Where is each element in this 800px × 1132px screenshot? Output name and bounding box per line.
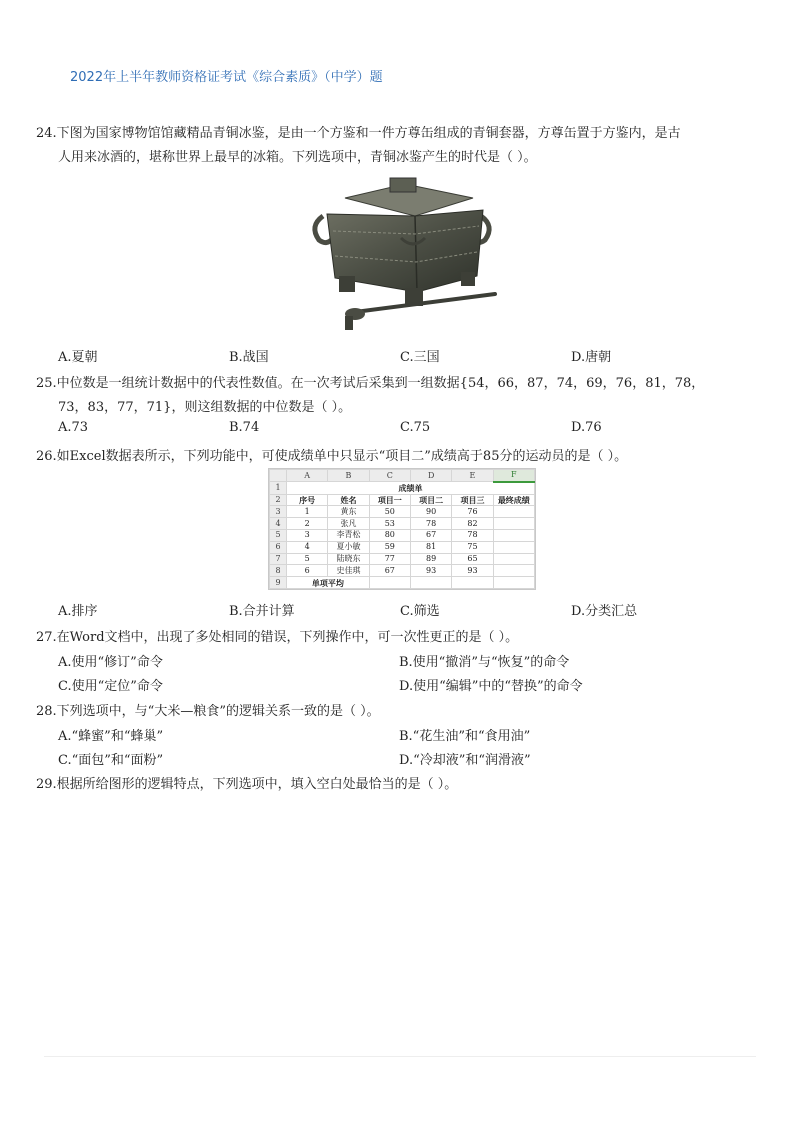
excel-data-row	[270, 518, 535, 530]
q26-option-c[interactable]: C.筛选	[400, 604, 440, 619]
excel-header-cell: 序号	[287, 494, 328, 506]
q28-option-b[interactable]: B.“花生油”和“食用油”	[399, 729, 531, 744]
excel-cell: 81	[410, 541, 451, 553]
q24-option-a[interactable]: A.夏朝	[58, 350, 98, 365]
q24-stem-line1: 24.下图为国家博物馆馆藏精品青铜冰鉴，是由一个方鉴和一件方尊缶组成的青铜套器，方尊缶置于方鉴内，是古	[36, 126, 681, 141]
excel-data-row	[270, 506, 535, 518]
excel-cell: 65	[452, 553, 493, 565]
excel-col-header: D	[410, 470, 451, 482]
q27-option-d[interactable]: D.使用“编辑”中的“替换”的命令	[399, 679, 583, 694]
excel-row-number: 1	[270, 482, 287, 494]
excel-col-header: C	[369, 470, 410, 482]
excel-data-row	[270, 553, 535, 565]
q28-option-d[interactable]: D.“冷却液”和“润滑液”	[399, 753, 531, 768]
q27-option-a[interactable]: A.使用“修订”命令	[58, 655, 163, 670]
excel-cell: 3	[287, 530, 328, 542]
excel-row-number: 9	[270, 577, 287, 589]
excel-col-header: E	[452, 470, 493, 482]
excel-cell	[493, 553, 534, 565]
excel-col-header-selected: F	[493, 470, 534, 482]
excel-summary-label: 单项平均	[287, 577, 370, 589]
excel-row-number: 8	[270, 565, 287, 577]
excel-header-cell: 项目三	[452, 494, 493, 506]
excel-cell: 59	[369, 541, 410, 553]
excel-cell: 50	[369, 506, 410, 518]
q28-option-c[interactable]: C.“面包”和“面粉”	[58, 753, 164, 768]
excel-data-row	[270, 541, 535, 553]
q24-option-d[interactable]: D.唐朝	[571, 350, 612, 365]
bronze-ice-chest-image	[305, 176, 500, 334]
excel-cell: 陆晓东	[328, 553, 369, 565]
q25-option-d[interactable]: D.76	[571, 420, 602, 435]
excel-cell: 67	[410, 530, 451, 542]
q27-option-b[interactable]: B.使用“撤消”与“恢复”的命令	[399, 655, 570, 670]
q27-stem: 27.在Word文档中，出现了多处相同的错误，下列操作中，可一次性更正的是（ ）。	[36, 630, 519, 645]
excel-row-number: 2	[270, 494, 287, 506]
excel-cell	[493, 541, 534, 553]
excel-cell	[493, 530, 534, 542]
excel-header-cell: 姓名	[328, 494, 369, 506]
q25-option-a[interactable]: A.73	[58, 420, 89, 435]
excel-cell	[493, 565, 534, 577]
excel-cell	[410, 577, 451, 589]
q25-stem-line2: 73，83，77，71}，则这组数据的中位数是（ ）。	[58, 400, 352, 415]
excel-cell: 75	[452, 541, 493, 553]
excel-cell: 89	[410, 553, 451, 565]
excel-cell: 2	[287, 518, 328, 530]
excel-cell	[452, 577, 493, 589]
q26-option-d[interactable]: D.分类汇总	[571, 604, 638, 619]
q28-option-a[interactable]: A.“蜂蜜”和“蜂巢”	[58, 729, 164, 744]
q25-option-b[interactable]: B.74	[229, 420, 260, 435]
excel-cell: 80	[369, 530, 410, 542]
excel-cell: 78	[410, 518, 451, 530]
excel-cell: 53	[369, 518, 410, 530]
excel-corner	[270, 470, 287, 482]
excel-row-number: 4	[270, 518, 287, 530]
q26-option-a[interactable]: A.排序	[58, 604, 98, 619]
excel-cell: 6	[287, 565, 328, 577]
excel-cell: 史佳琪	[328, 565, 369, 577]
excel-row-number: 7	[270, 553, 287, 565]
excel-cell: 1	[287, 506, 328, 518]
excel-cell: 76	[452, 506, 493, 518]
excel-cell: 78	[452, 530, 493, 542]
excel-cell: 夏小敏	[328, 541, 369, 553]
excel-table-title: 成绩单	[287, 482, 535, 494]
excel-cell: 张凡	[328, 518, 369, 530]
q24-option-b[interactable]: B.战国	[229, 350, 269, 365]
excel-cell	[493, 506, 534, 518]
excel-score-table	[268, 468, 536, 590]
excel-cell	[493, 577, 534, 589]
excel-cell: 82	[452, 518, 493, 530]
excel-row-number: 3	[270, 506, 287, 518]
excel-header-cell: 最终成绩	[493, 494, 534, 506]
q25-option-c[interactable]: C.75	[400, 420, 431, 435]
excel-cell: 李青松	[328, 530, 369, 542]
excel-cell	[493, 518, 534, 530]
excel-header-cell: 项目二	[410, 494, 451, 506]
q28-stem: 28.下列选项中，与“大米—粮食”的逻辑关系一致的是（ ）。	[36, 704, 380, 719]
excel-cell: 4	[287, 541, 328, 553]
excel-cell: 77	[369, 553, 410, 565]
excel-col-header: B	[328, 470, 369, 482]
excel-header-cell: 项目一	[369, 494, 410, 506]
excel-col-header: A	[287, 470, 328, 482]
excel-cell: 5	[287, 553, 328, 565]
excel-data-row	[270, 565, 535, 577]
excel-cell: 90	[410, 506, 451, 518]
excel-row-number: 5	[270, 530, 287, 542]
q27-option-c[interactable]: C.使用“定位”命令	[58, 679, 163, 694]
excel-cell: 67	[369, 565, 410, 577]
q29-stem: 29.根据所给图形的逻辑特点，下列选项中，填入空白处最恰当的是（ ）。	[36, 777, 458, 792]
q26-option-b[interactable]: B.合并计算	[229, 604, 295, 619]
excel-cell: 93	[452, 565, 493, 577]
q24-option-c[interactable]: C.三国	[400, 350, 440, 365]
q25-stem-line1: 25.中位数是一组统计数据中的代表性数值。在一次考试后采集到一组数据{54，66，87，74，69，76，81，78，	[36, 376, 705, 391]
excel-cell	[369, 577, 410, 589]
q24-stem-line2: 人用来冰酒的，堪称世界上最早的冰箱。下列选项中，青铜冰鉴产生的时代是（ ）。	[58, 150, 537, 165]
q26-stem-line1: 26.如Excel数据表所示，下列功能中，可使成绩单中只显示“项目二”成绩高于85分的运动员的是（ ）。	[36, 449, 628, 464]
footer-divider	[44, 1056, 756, 1057]
excel-data-row	[270, 530, 535, 542]
excel-cell: 黄东	[328, 506, 369, 518]
excel-row-number: 6	[270, 541, 287, 553]
excel-cell: 93	[410, 565, 451, 577]
page-header: 2022年上半年教师资格证考试《综合素质》（中学）题	[70, 70, 383, 85]
